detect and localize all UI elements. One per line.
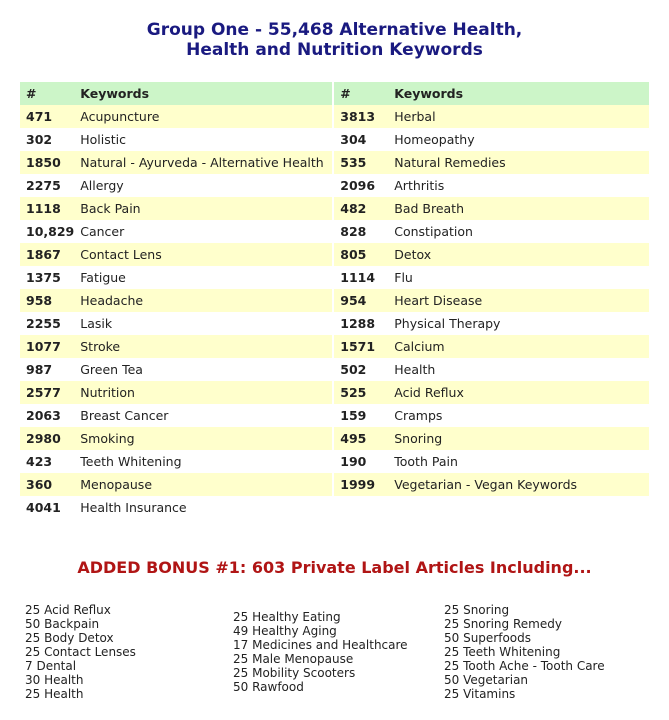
keyword-name: Tooth Pain (394, 454, 458, 469)
bonus-list-item: 25 Body Detox (25, 631, 114, 645)
keyword-name: Vegetarian - Vegan Keywords (388, 473, 649, 496)
bonus-list-item: 50 Rawfood (233, 680, 304, 694)
keyword-name: Health (394, 362, 436, 377)
table-row (20, 197, 649, 220)
keyword-name: Menopause (74, 473, 332, 496)
bonus-list-item: 50 Superfoods (444, 631, 532, 645)
table-row (20, 312, 649, 335)
bonus-list-item: 25 Snoring Remedy (444, 617, 562, 631)
header-count-right: # (332, 82, 388, 105)
keyword-name: Acid Reflux (388, 381, 649, 404)
page-title-line-2: Health and Nutrition Keywords (186, 40, 483, 60)
keyword-count: 302 (26, 132, 53, 147)
keyword-name: Headache (74, 289, 332, 312)
keyword-name: Cancer (80, 224, 125, 239)
keyword-count: 1999 (332, 473, 388, 496)
keyword-name: Teeth Whitening (80, 454, 182, 469)
keyword-count: 1571 (332, 335, 388, 358)
keyword-name: Breast Cancer (80, 408, 169, 423)
keyword-count: 828 (332, 220, 388, 243)
keyword-count: 1114 (332, 266, 388, 289)
keyword-count: 1850 (20, 151, 74, 174)
bonus-list-item: 25 Healthy Eating (233, 610, 341, 624)
keywords-table-header (20, 82, 649, 105)
keyword-count: 482 (332, 197, 388, 220)
bonus-list-item: 25 Health (25, 687, 84, 701)
keyword-name: Holistic (80, 132, 127, 147)
keyword-name: Acupuncture (74, 105, 332, 128)
keyword-name: Herbal (388, 105, 649, 128)
keyword-name: Natural Remedies (388, 151, 649, 174)
table-row (20, 243, 649, 266)
keywords-table (20, 82, 649, 519)
keyword-count: 2063 (26, 408, 61, 423)
keyword-name: Flu (394, 270, 413, 285)
table-row (20, 496, 649, 519)
keyword-name: Smoking (74, 427, 332, 450)
keyword-name: Arthritis (394, 178, 445, 193)
keyword-count: 304 (332, 128, 388, 151)
header-keywords-right: Keywords (388, 82, 649, 105)
bonus-list-item: 25 Mobility Scooters (233, 666, 356, 680)
header-keywords-left: Keywords (74, 82, 332, 105)
keyword-count: 190 (332, 450, 388, 473)
keyword-name: Heart Disease (388, 289, 649, 312)
table-row (20, 381, 649, 404)
keyword-count: 159 (332, 404, 388, 427)
bonus-list-item: 25 Acid Reflux (25, 603, 111, 617)
keyword-count: 954 (332, 289, 388, 312)
keyword-name: Fatigue (80, 270, 126, 285)
bonus-list-item: 25 Tooth Ache - Tooth Care (444, 659, 605, 673)
table-row (20, 335, 649, 358)
table-row (20, 473, 649, 496)
keyword-count: 525 (332, 381, 388, 404)
bonus-list-item: 30 Health (25, 673, 84, 687)
keyword-count: 360 (20, 473, 74, 496)
bonus-list-item: 25 Teeth Whitening (444, 645, 561, 659)
table-row (20, 450, 649, 473)
keyword-count: 1288 (332, 312, 388, 335)
table-row (20, 151, 649, 174)
keyword-name: Stroke (74, 335, 332, 358)
bonus-list-item: 25 Contact Lenses (25, 645, 136, 659)
keyword-count: 10,829 (26, 224, 75, 239)
table-row (20, 404, 649, 427)
header-count-left: # (20, 82, 74, 105)
keyword-name: Green Tea (80, 362, 143, 377)
bonus-list-item: 25 Vitamins (444, 687, 516, 701)
keyword-count: 1077 (20, 335, 74, 358)
bonus-list-column-3 (444, 603, 605, 701)
keyword-name: Constipation (394, 224, 473, 239)
keyword-count: 3813 (332, 105, 388, 128)
table-row (20, 105, 649, 128)
keyword-name: Back Pain (74, 197, 332, 220)
bonus-list-item: 49 Healthy Aging (233, 624, 337, 638)
bonus-list-item: 50 Backpain (25, 617, 100, 631)
bonus-list-item: 50 Vegetarian (444, 673, 529, 687)
keyword-name: Detox (388, 243, 649, 266)
bonus-list-column-2 (233, 610, 408, 694)
keyword-count: 502 (332, 358, 388, 381)
keyword-name: Physical Therapy (394, 316, 501, 331)
keyword-count: 471 (20, 105, 74, 128)
keyword-count: 2096 (332, 174, 388, 197)
bonus-heading: ADDED BONUS #1: 603 Private Label Articles Including... (77, 558, 592, 577)
bonus-list-column-1 (25, 603, 136, 701)
keyword-name: Snoring (388, 427, 649, 450)
table-row (20, 427, 649, 450)
table-row (20, 266, 649, 289)
keyword-name: Natural - Ayurveda - Alternative Health (74, 151, 332, 174)
keyword-count: 4041 (26, 500, 61, 515)
keyword-name: Health Insurance (80, 500, 187, 515)
keyword-count: 2275 (26, 178, 61, 193)
keyword-count: 2577 (20, 381, 74, 404)
keyword-name: Allergy (80, 178, 124, 193)
table-row (20, 128, 649, 151)
page-title (0, 20, 669, 60)
keyword-name: Calcium (388, 335, 649, 358)
page-title-line-1: Group One - 55,468 Alternative Health, (146, 20, 523, 40)
keyword-count: 423 (26, 454, 53, 469)
table-row (20, 289, 649, 312)
keyword-name (388, 496, 649, 519)
keyword-count: 2255 (26, 316, 61, 331)
keyword-count: 2980 (20, 427, 74, 450)
table-row (20, 358, 649, 381)
keyword-name: Nutrition (74, 381, 332, 404)
bonus-list-item: 25 Snoring (444, 603, 510, 617)
keyword-count: 1375 (26, 270, 61, 285)
keyword-count: 958 (20, 289, 74, 312)
keyword-name: Contact Lens (74, 243, 332, 266)
keyword-count: 535 (332, 151, 388, 174)
keyword-count: 1867 (20, 243, 74, 266)
keyword-count (332, 496, 388, 519)
bonus-list-item: 25 Male Menopause (233, 652, 354, 666)
keyword-count: 987 (26, 362, 53, 377)
bonus-list-item: 7 Dental (25, 659, 77, 673)
keyword-count: 805 (332, 243, 388, 266)
keyword-name: Bad Breath (388, 197, 649, 220)
table-row (20, 220, 649, 243)
keyword-count: 495 (332, 427, 388, 450)
keyword-name: Homeopathy (394, 132, 475, 147)
keyword-name: Lasik (80, 316, 113, 331)
keyword-count: 1118 (20, 197, 74, 220)
bonus-list-item: 17 Medicines and Healthcare (233, 638, 408, 652)
keyword-name: Cramps (394, 408, 443, 423)
table-row (20, 174, 649, 197)
